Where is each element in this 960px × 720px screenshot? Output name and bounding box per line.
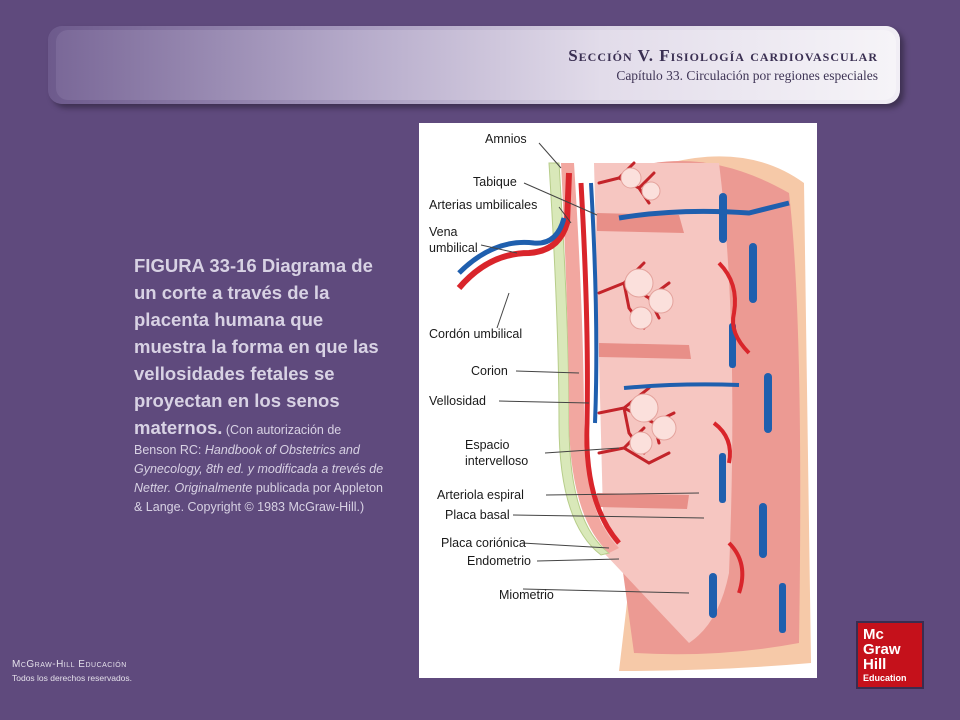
label-vellosidad: Vellosidad (429, 394, 486, 408)
chapter-title: Capítulo 33. Circulación por regiones especiales (616, 68, 878, 83)
label-corion: Corion (471, 364, 508, 378)
label-placa-corionica: Placa coriónica (441, 536, 526, 550)
header-banner (48, 26, 900, 104)
label-arterias: Arterias umbilicales (429, 198, 538, 212)
label-arteriola: Arteriola espiral (437, 488, 524, 502)
caption-credit-a: (Con autorización de Benson RC: (134, 423, 342, 457)
label-amnios: Amnios (485, 132, 527, 146)
label-vena-1: Vena (429, 225, 458, 239)
label-espacio-2: intervelloso (465, 454, 529, 468)
logo-line-2: Graw (863, 641, 901, 658)
caption-credit-italic: Handbook of Obstetrics and Gynecology, 8th ed. y modificada a trevés de Netter. Originalmente (134, 443, 384, 495)
label-cordon: Cordón umbilical (429, 327, 523, 341)
figure-caption (134, 252, 386, 517)
publisher-name: McGraw-Hill Educación (12, 659, 127, 670)
section-title: Sección V. Fisiología cardiovascular (568, 46, 878, 65)
placenta-diagram (419, 123, 817, 678)
label-tabique: Tabique (473, 175, 517, 189)
label-endometrio: Endometrio (467, 554, 531, 568)
mcgraw-hill-logo (858, 623, 922, 687)
caption-title: FIGURA 33-16 Diagrama de un corte a través de la placenta humana que muestra la forma en que las vellosidades fetales se proyectan en los senos maternos. (134, 255, 379, 438)
label-espacio-1: Espacio (465, 438, 510, 452)
logo-line-3: Hill (863, 656, 887, 673)
placenta-illustration (419, 123, 817, 678)
label-miometrio: Miometrio (499, 588, 554, 602)
rights-notice: Todos los derechos reservados. (12, 673, 133, 683)
logo-line-4: Education (863, 673, 907, 683)
label-placa-basal: Placa basal (445, 508, 510, 522)
septum (597, 493, 689, 509)
septum (599, 343, 691, 359)
label-vena-2: umbilical (429, 241, 478, 255)
intervillous-space (594, 163, 732, 643)
caption-credit-b: publicada por Appleton & Lange. Copyright © 1983 McGraw-Hill.) (134, 481, 384, 514)
logo-line-1: Mc (863, 626, 884, 643)
